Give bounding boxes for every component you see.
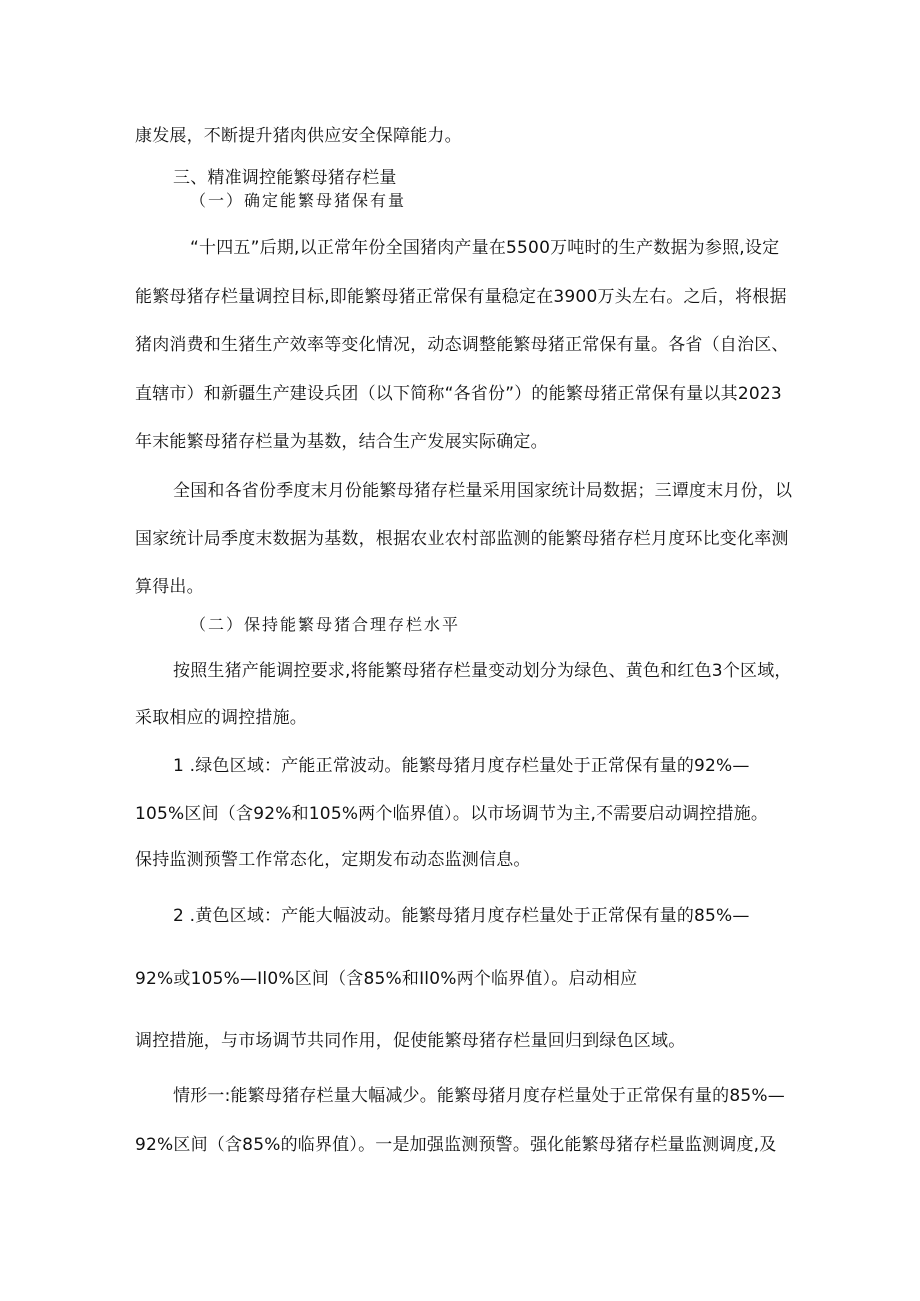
text-line: 年末能繁母猪存栏量为基数，结合生产发展实际确定。 [135, 432, 548, 452]
text-line: 国家统计局季度末数据为基数，根据农业农村部监测的能繁母猪存栏月度环比变化率测 [135, 529, 789, 549]
text-line: “十四五”后期,以正常年份全国猪肉产量在5500万吨时的生产数据为参照,设定 [190, 238, 780, 258]
text-line: 1 .绿色区域：产能正常波动。能繁母猪月度存栏量处于正常保有量的92%— [173, 756, 750, 776]
text-line: 105%区间（含92%和105%两个临界值）。以市场调节为主,不需要启动调控措施。 [135, 804, 769, 824]
text-line: 算得出。 [135, 577, 204, 597]
text-line: 情形一:能繁母猪存栏量大幅减少。能繁母猪月度存栏量处于正常保有量的85%— [173, 1086, 785, 1106]
text-line: 92%或105%—Il0%区间（含85%和Il0%两个临界值）。启动相应 [135, 969, 638, 989]
text-line: 全国和各省份季度末月份能繁母猪存栏量采用国家统计局数据；三谭度末月份，以 [173, 481, 793, 501]
subsection-heading: （二）保持能繁母猪合理存栏水平 [190, 615, 461, 634]
text-line: 调控措施，与市场调节共同作用，促使能繁母猪存栏量回归到绿色区域。 [135, 1031, 686, 1051]
text-line: 直辖市）和新疆生产建设兵团（以下简称“各省份”）的能繁母猪正常保有量以其2023 [135, 384, 782, 404]
text-line: 92%区间（含85%的临界值）。一是加强监测预警。强化能繁母猪存栏量监测调度,及 [135, 1135, 777, 1155]
section-heading: 三、精准调控能繁母猪存栏量 [173, 168, 397, 188]
text-line: 猪肉消费和生猪生产效率等变化情况，动态调整能繁母猪正常保有量。各省（自治区、 [135, 335, 789, 355]
text-line: 能繁母猪存栏量调控目标,即能繁母猪正常保有量稳定在3900万头左右。之后，将根据 [135, 287, 787, 307]
text-line: 采取相应的调控措施。 [135, 708, 307, 728]
subsection-heading: （一）确定能繁母猪保有量 [190, 191, 407, 210]
text-line: 2 .黄色区域：产能大幅波动。能繁母猪月度存栏量处于正常保有量的85%— [173, 906, 750, 926]
text-line: 康发展，不断提升猪肉供应安全保障能力。 [135, 126, 462, 146]
text-line: 按照生猪产能调控要求,将能繁母猪存栏量变动划分为绿色、黄色和红色3个区域， [173, 661, 792, 681]
text-line: 保持监测预警工作常态化，定期发布动态监测信息。 [135, 850, 531, 870]
